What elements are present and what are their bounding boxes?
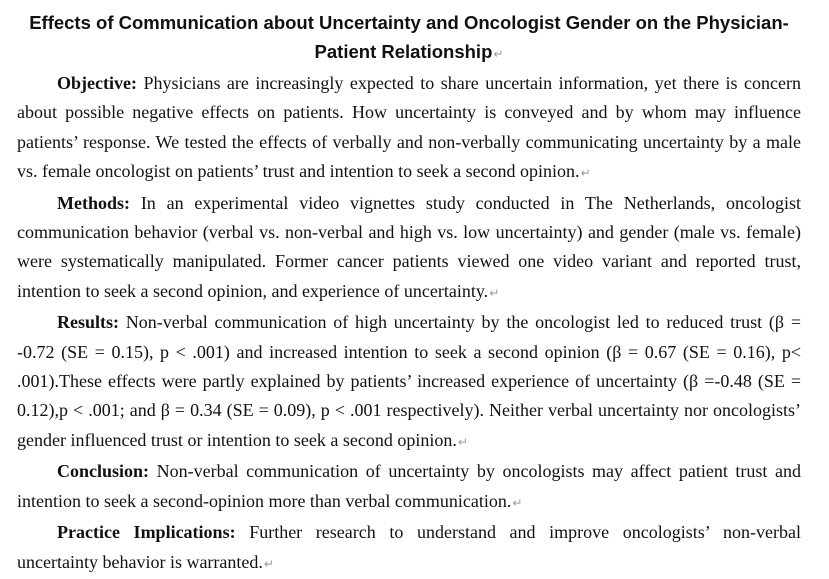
paragraph-mark-icon: ↵ [493,47,504,61]
paragraph-mark-icon: ↵ [580,166,591,181]
conclusion-heading: Conclusion: [57,461,150,482]
document-page [17,8,801,579]
conclusion-paragraph [17,457,801,518]
methods-heading: Methods: [57,192,130,213]
methods-text: In an experimental video vignettes study conducted in The Netherlands, oncologist communication behavior (verbal vs. non-verbal and high vs. low uncertainty) and gender (male vs. female) were systematically manipulated. Former cancer patients viewed one video variant and reported trust, intention to seek a second opinion, and experience of uncertainty. [17,192,801,301]
results-paragraph [17,308,801,457]
paragraph-mark-icon: ↵ [263,556,274,571]
practice-implications-heading: Practice Implications: [57,522,236,543]
practice-implications-text: Further research to understand and improve oncologists’ non-verbal uncertainty behavior is warranted. [17,522,802,572]
document-title [17,8,801,69]
objective-text: Physicians are increasingly expected to share uncertain information, yet there is concern about possible negative effects on patients. How uncertainty is conveyed and by whom may influence patients’ response. We tested the effects of verbally and non-verbally communicating uncertainty by a male vs. female oncologist on patients’ trust and intention to seek a second opinion. [17,73,801,182]
paragraph-mark-icon: ↵ [457,434,468,449]
objective-heading: Objective: [57,73,137,93]
objective-paragraph [17,69,801,189]
practice-implications-paragraph [17,518,801,579]
results-text: Non-verbal communication of high uncertainty by the oncologist led to reduced trust (β = -0.72 (SE = 0.15), p < .001) and increased intention to seek a second opinion (β = 0.67 (SE = 0.16), p< .001).These effects were partly explained by patients’ increased experience of uncertainty (β =-0.48 (SE = 0.12),p < .001; and β = 0.34 (SE = 0.09), p < .001 respectively). Neither verbal uncertainty nor oncologists’ gender influenced trust or intention to seek a second opinion. [17,312,801,450]
results-heading: Results: [57,312,119,333]
title-text: Effects of Communication about Uncertainty and Oncologist Gender on the Physician-Patient Relationship [29,12,789,62]
paragraph-mark-icon: ↵ [489,285,500,300]
methods-paragraph [17,189,801,309]
conclusion-text: Non-verbal communication of uncertainty by oncologists may affect patient trust and intention to seek a second-opinion more than verbal communication. [17,461,801,511]
paragraph-mark-icon: ↵ [512,495,523,510]
